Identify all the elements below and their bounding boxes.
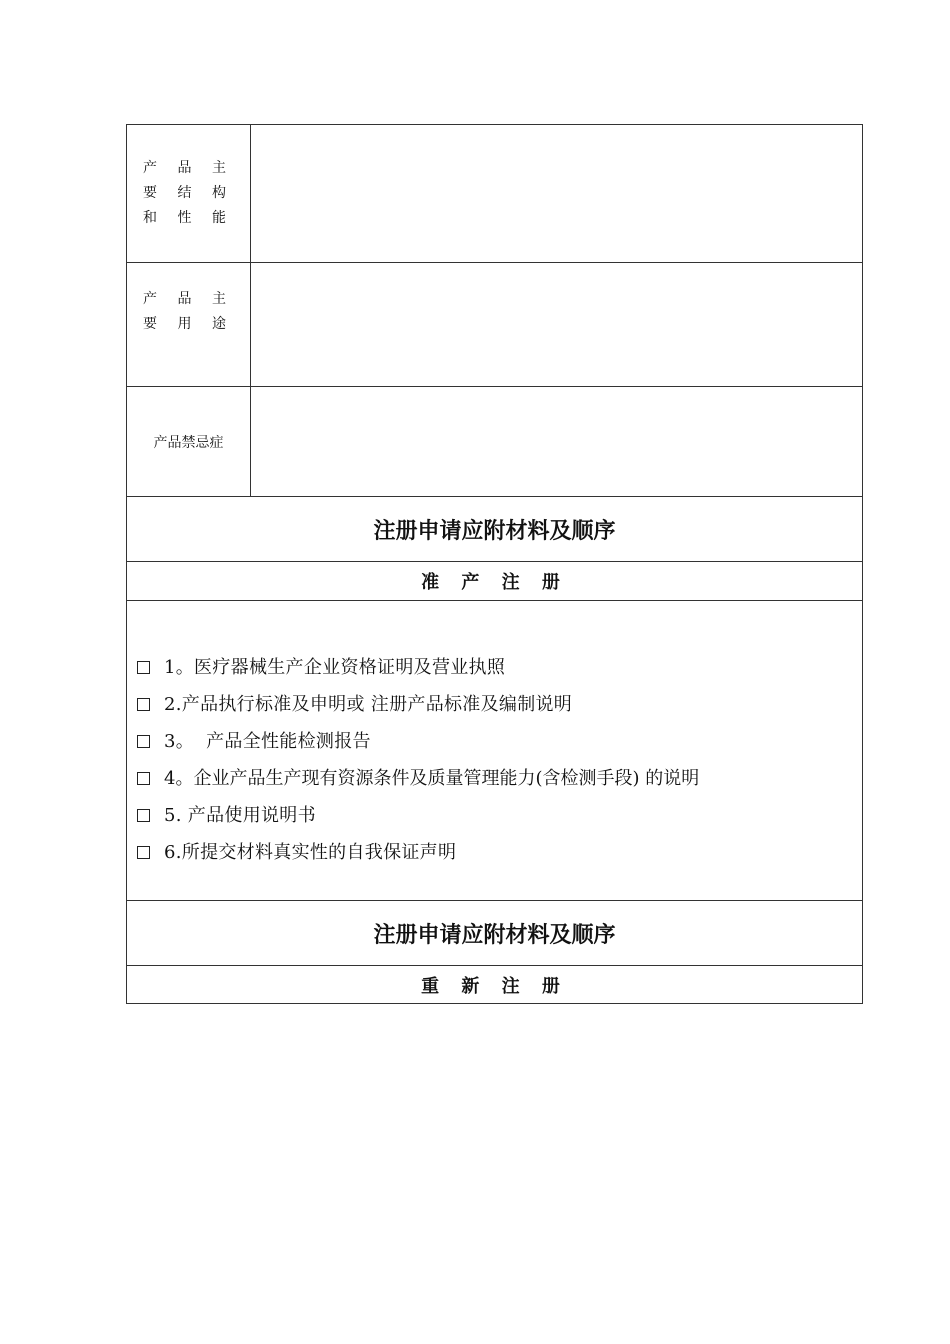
section2-title: 注册申请应附材料及顺序: [127, 901, 863, 966]
contraindication-label-cell: [127, 387, 251, 497]
checklist-item-text: 4。企业产品生产现有资源条件及质量管理能力(含检测手段) 的说明: [164, 767, 700, 789]
section1-title: 注册申请应附材料及顺序: [127, 497, 863, 562]
checklist-item[interactable]: [137, 760, 862, 797]
registration-form-table: [126, 124, 863, 1004]
section1-subtitle: 准 产 注 册: [127, 562, 863, 601]
label-line: 产 品 主: [143, 160, 234, 176]
checklist-item[interactable]: [137, 723, 862, 760]
checklist-item-text: 3。 产品全性能检测报告: [164, 730, 371, 752]
checkbox-icon[interactable]: [137, 735, 150, 748]
checklist-item[interactable]: [137, 834, 862, 871]
attachment-checklist: [127, 631, 862, 871]
section1-title-row: [127, 497, 863, 562]
label-line: 要 用 途: [143, 315, 234, 332]
checklist-item-text: 6.所提交材料真实性的自我保证声明: [164, 841, 457, 863]
checklist-item[interactable]: [137, 797, 862, 834]
contraindication-value[interactable]: [251, 387, 863, 497]
section2-subtitle-row: [127, 966, 863, 1004]
structure-performance-value[interactable]: [251, 125, 863, 263]
checkbox-icon[interactable]: [137, 809, 150, 822]
checkbox-icon[interactable]: [137, 698, 150, 711]
main-use-value[interactable]: [251, 263, 863, 387]
structure-performance-label-cell: [127, 125, 251, 263]
structure-performance-label: [143, 156, 234, 231]
checklist-item[interactable]: [137, 686, 862, 723]
label-line: 要 结 构: [143, 185, 234, 201]
contraindication-row: [127, 387, 863, 497]
checklist-item-text: 1。医疗器械生产企业资格证明及营业执照: [164, 656, 506, 678]
checkbox-icon[interactable]: [137, 772, 150, 785]
section1-subtitle-row: [127, 562, 863, 601]
checklist-item-text: 2.产品执行标准及申明或 注册产品标准及编制说明: [164, 693, 573, 715]
checklist-item[interactable]: [137, 649, 862, 686]
section1-checklist-row: [127, 601, 863, 901]
label-line: 和 性 能: [143, 210, 234, 226]
section1-checklist-cell: [127, 601, 863, 901]
checkbox-icon[interactable]: [137, 846, 150, 859]
main-use-row: [127, 263, 863, 387]
structure-performance-row: [127, 125, 863, 263]
section2-title-row: [127, 901, 863, 966]
label-line: 产 品 主: [143, 290, 234, 307]
contraindication-label: 产品禁忌症: [153, 434, 224, 451]
checklist-item-text: 5. 产品使用说明书: [164, 804, 316, 826]
main-use-label-cell: [127, 263, 251, 387]
checkbox-icon[interactable]: [137, 661, 150, 674]
section2-subtitle: 重 新 注 册: [127, 966, 863, 1004]
main-use-label: [143, 287, 234, 337]
